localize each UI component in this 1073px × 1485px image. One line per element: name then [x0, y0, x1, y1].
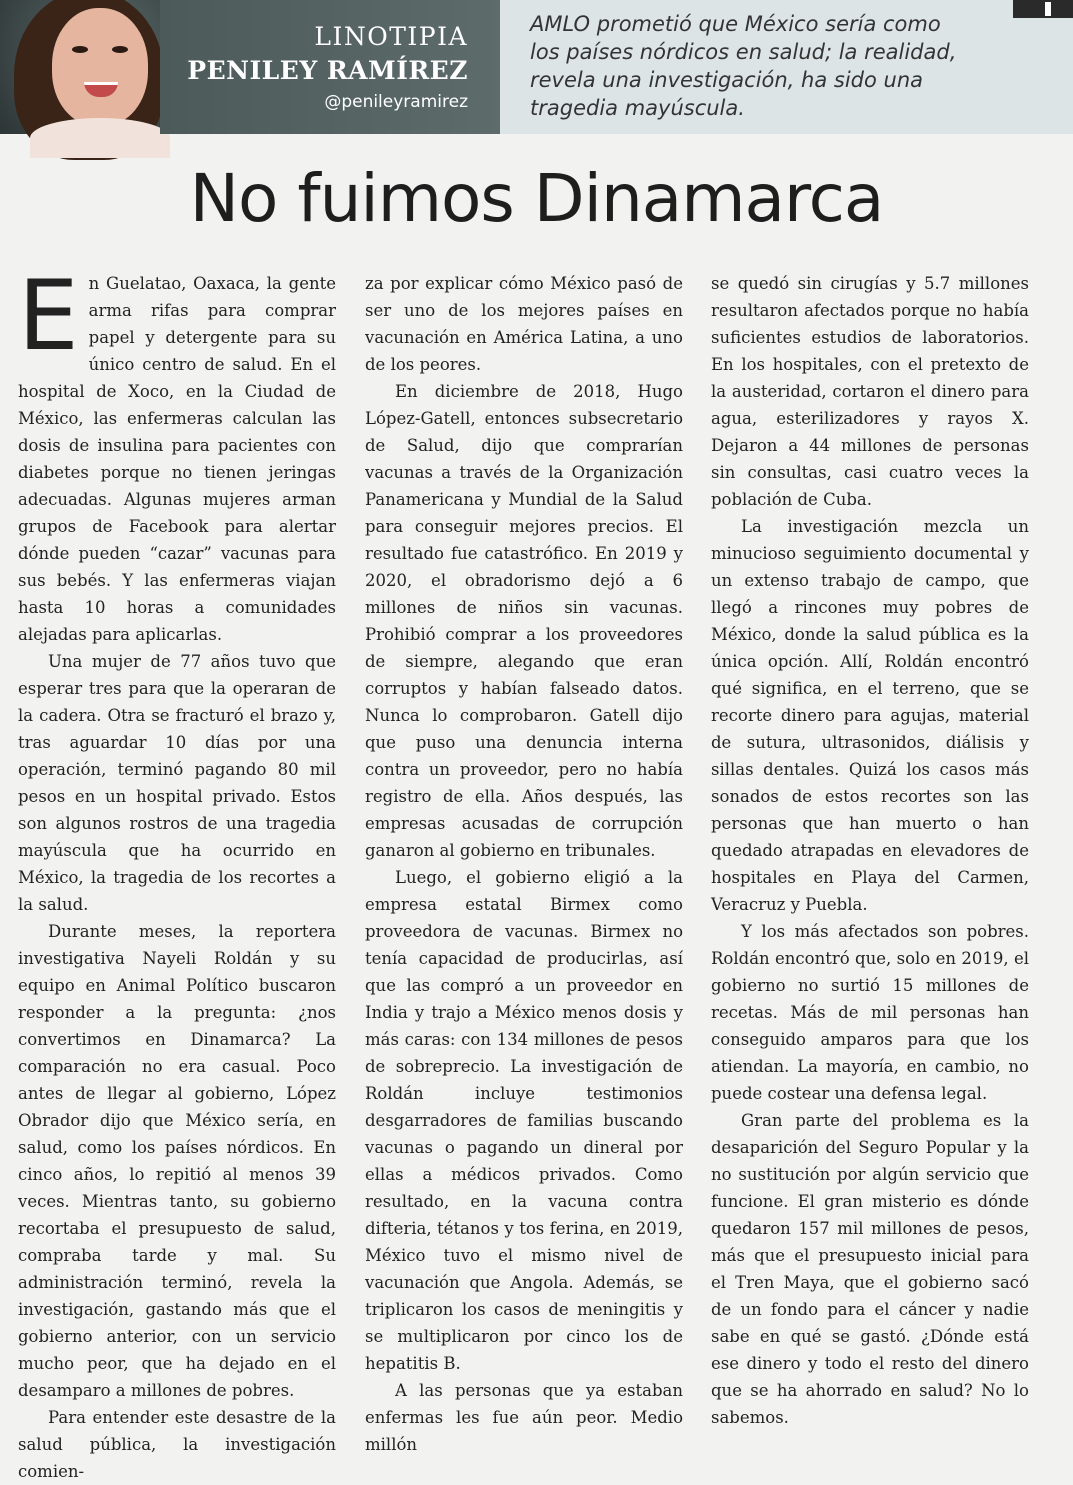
paragraph-continued: za por explicar cómo México pasó de ser uno de los mejores países en vacunación en América Latina, a uno de los peores.	[365, 274, 683, 374]
paragraph: Para entender este desastre de la salud pública, la investigación comien-	[18, 1408, 336, 1481]
article-column-2	[365, 270, 683, 1454]
paragraph: En Guelatao, Oaxaca, la gente arma rifas para comprar papel y detergente para su único centro de salud. En el hospital de Xoco, en la Ciudad de México, las enfermeras calculan las dosis de insulina para pacientes con diabetes porque no tienen jeringas adecuadas. Algunas mujeres arman grupos de Facebook para alertar dónde pueden “cazar” vacunas para sus bebés. Y las enfermeras viajan hasta 10 horas a comunidades alejadas para aplicarlas.	[18, 260, 336, 644]
drop-cap: E	[18, 260, 79, 372]
author-handle: @penileyramirez	[324, 92, 468, 112]
author-photo	[0, 0, 160, 134]
headline: No fuimos Dinamarca	[189, 160, 884, 237]
byline	[160, 0, 500, 134]
paragraph: La investigación mezcla un minucioso seguimiento documental y un extenso trabajo de campo, que llegó a rincones muy pobres de México, donde la salud pública es la única opción. Allí, Roldán encontró qué significa, en el terreno, que se recorte dinero para agujas, material de sutura, ultrasonidos, diálisis y sillas dentales. Quizá los casos más sonados de estos recortes son las personas que han muerto o han quedado atrapadas en elevadores de hospitales en Playa del Carmen, Veracruz y Puebla.	[711, 517, 1029, 914]
author-name: PENILEY RAMÍREZ	[187, 56, 468, 85]
paragraph-continued: se quedó sin cirugías y 5.7 millones resultaron afectados porque no había suficientes estudios de laboratorios. En los hospitales, con el pretexto de la austeridad, cortaron el dinero para agua, esterilizadores y rayos X. Dejaron a 44 millones de personas sin consultas, casi cuatro veces la población de Cuba.	[711, 274, 1029, 509]
article-column-3	[711, 270, 1029, 1427]
paragraph: Luego, el gobierno eligió a la empresa estatal Birmex como proveedora de vacunas. Birmex no tenía capacidad de producirlas, así que las compró a un proveedor en India y trajo a México menos dosis y más caras: con 134 millones de pesos de sobreprecio. La investigación de Roldán incluye testimonios desgarradores de familias buscando vacunas o pagando un dineral por ellas a médicos privados. Como resultado, en la vacuna contra difteria, tétanos y tos ferina, en 2019, México tuvo el mismo nivel de vacunación que Angola. Además, se triplicaron los casos de meningitis y se multiplicaron por cinco los de hepatitis B.	[365, 868, 683, 1373]
paragraph: Gran parte del problema es la desaparición del Seguro Popular y la no sustitución por algún servicio que funcione. El gran misterio es dónde quedaron 157 mil millones de pesos, más que el presupuesto inicial para el Tren Maya, que el gobierno sacó de un fondo para el cáncer y nadie sabe en qué se gastó. ¿Dónde está ese dinero y todo el resto del dinero que se ha ahorrado en salud? No lo sabemos.	[711, 1111, 1029, 1427]
column-header	[0, 0, 1073, 134]
page-edge	[1013, 0, 1073, 18]
section-name: LINOTIPIA	[314, 22, 468, 51]
paragraph: A las personas que ya estaban enfermas les fue aún peor. Medio millón	[365, 1381, 683, 1454]
paragraph: Y los más afectados son pobres. Roldán encontró que, solo en 2019, el gobierno no surtió 15 millones de recetas. Más de mil personas han conseguido amparos para que los atiendan. La mayoría, en cambio, no puede costear una defensa legal.	[711, 922, 1029, 1103]
article-body	[18, 260, 1064, 1481]
paragraph: Durante meses, la reportera investigativa Nayeli Roldán y su equipo en Animal Político buscaron responder a la pregunta: ¿nos convertimos en Dinamarca? La comparación no era casual. Poco antes de llegar al gobierno, López Obrador dijo que México sería, en salud, como los países nórdicos. En cinco años, lo repitió al menos 39 veces. Mientras tanto, su gobierno recortaba el presupuesto de salud, compraba tarde y mal. Su administración terminó, revela la investigación, gastando más que el gobierno anterior, con un servicio mucho peor, que ha dejado en el desamparo a millones de pobres.	[18, 922, 336, 1400]
paragraph: Una mujer de 77 años tuvo que esperar tres para que la operaran de la cadera. Otra se fracturó el brazo y, tras aguardar 10 días por una operación, terminó pagando 80 mil pesos en un hospital privado. Estos son algunos rostros de una tragedia mayúscula que ha ocurrido en México, la tragedia de los recortes a la salud.	[18, 652, 336, 914]
teaser-text: AMLO prometió que México sería como los países nórdicos en salud; la realidad, revela una investigación, ha sido una tragedia mayúscula.	[530, 12, 957, 120]
teaser-box	[500, 0, 1073, 134]
paragraph: En diciembre de 2018, Hugo López-Gatell, entonces subsecretario de Salud, dijo que comprarían vacunas a través de la Organización Panamericana y Mundial de la Salud para conseguir mejores precios. El resultado fue catastrófico. En 2019 y 2020, el obradorismo dejó a 6 millones de niños sin vacunas. Prohibió comprar a los proveedores de siempre, alegando que eran corruptos y habían falseado datos. Nunca lo comprobaron. Gatell dijo que puso una denuncia interna contra un proveedor, pero no había registro de ella. Años después, las empresas acusadas de corrupción ganaron al gobierno en tribunales.	[365, 382, 683, 860]
article-column-1	[18, 260, 336, 1481]
